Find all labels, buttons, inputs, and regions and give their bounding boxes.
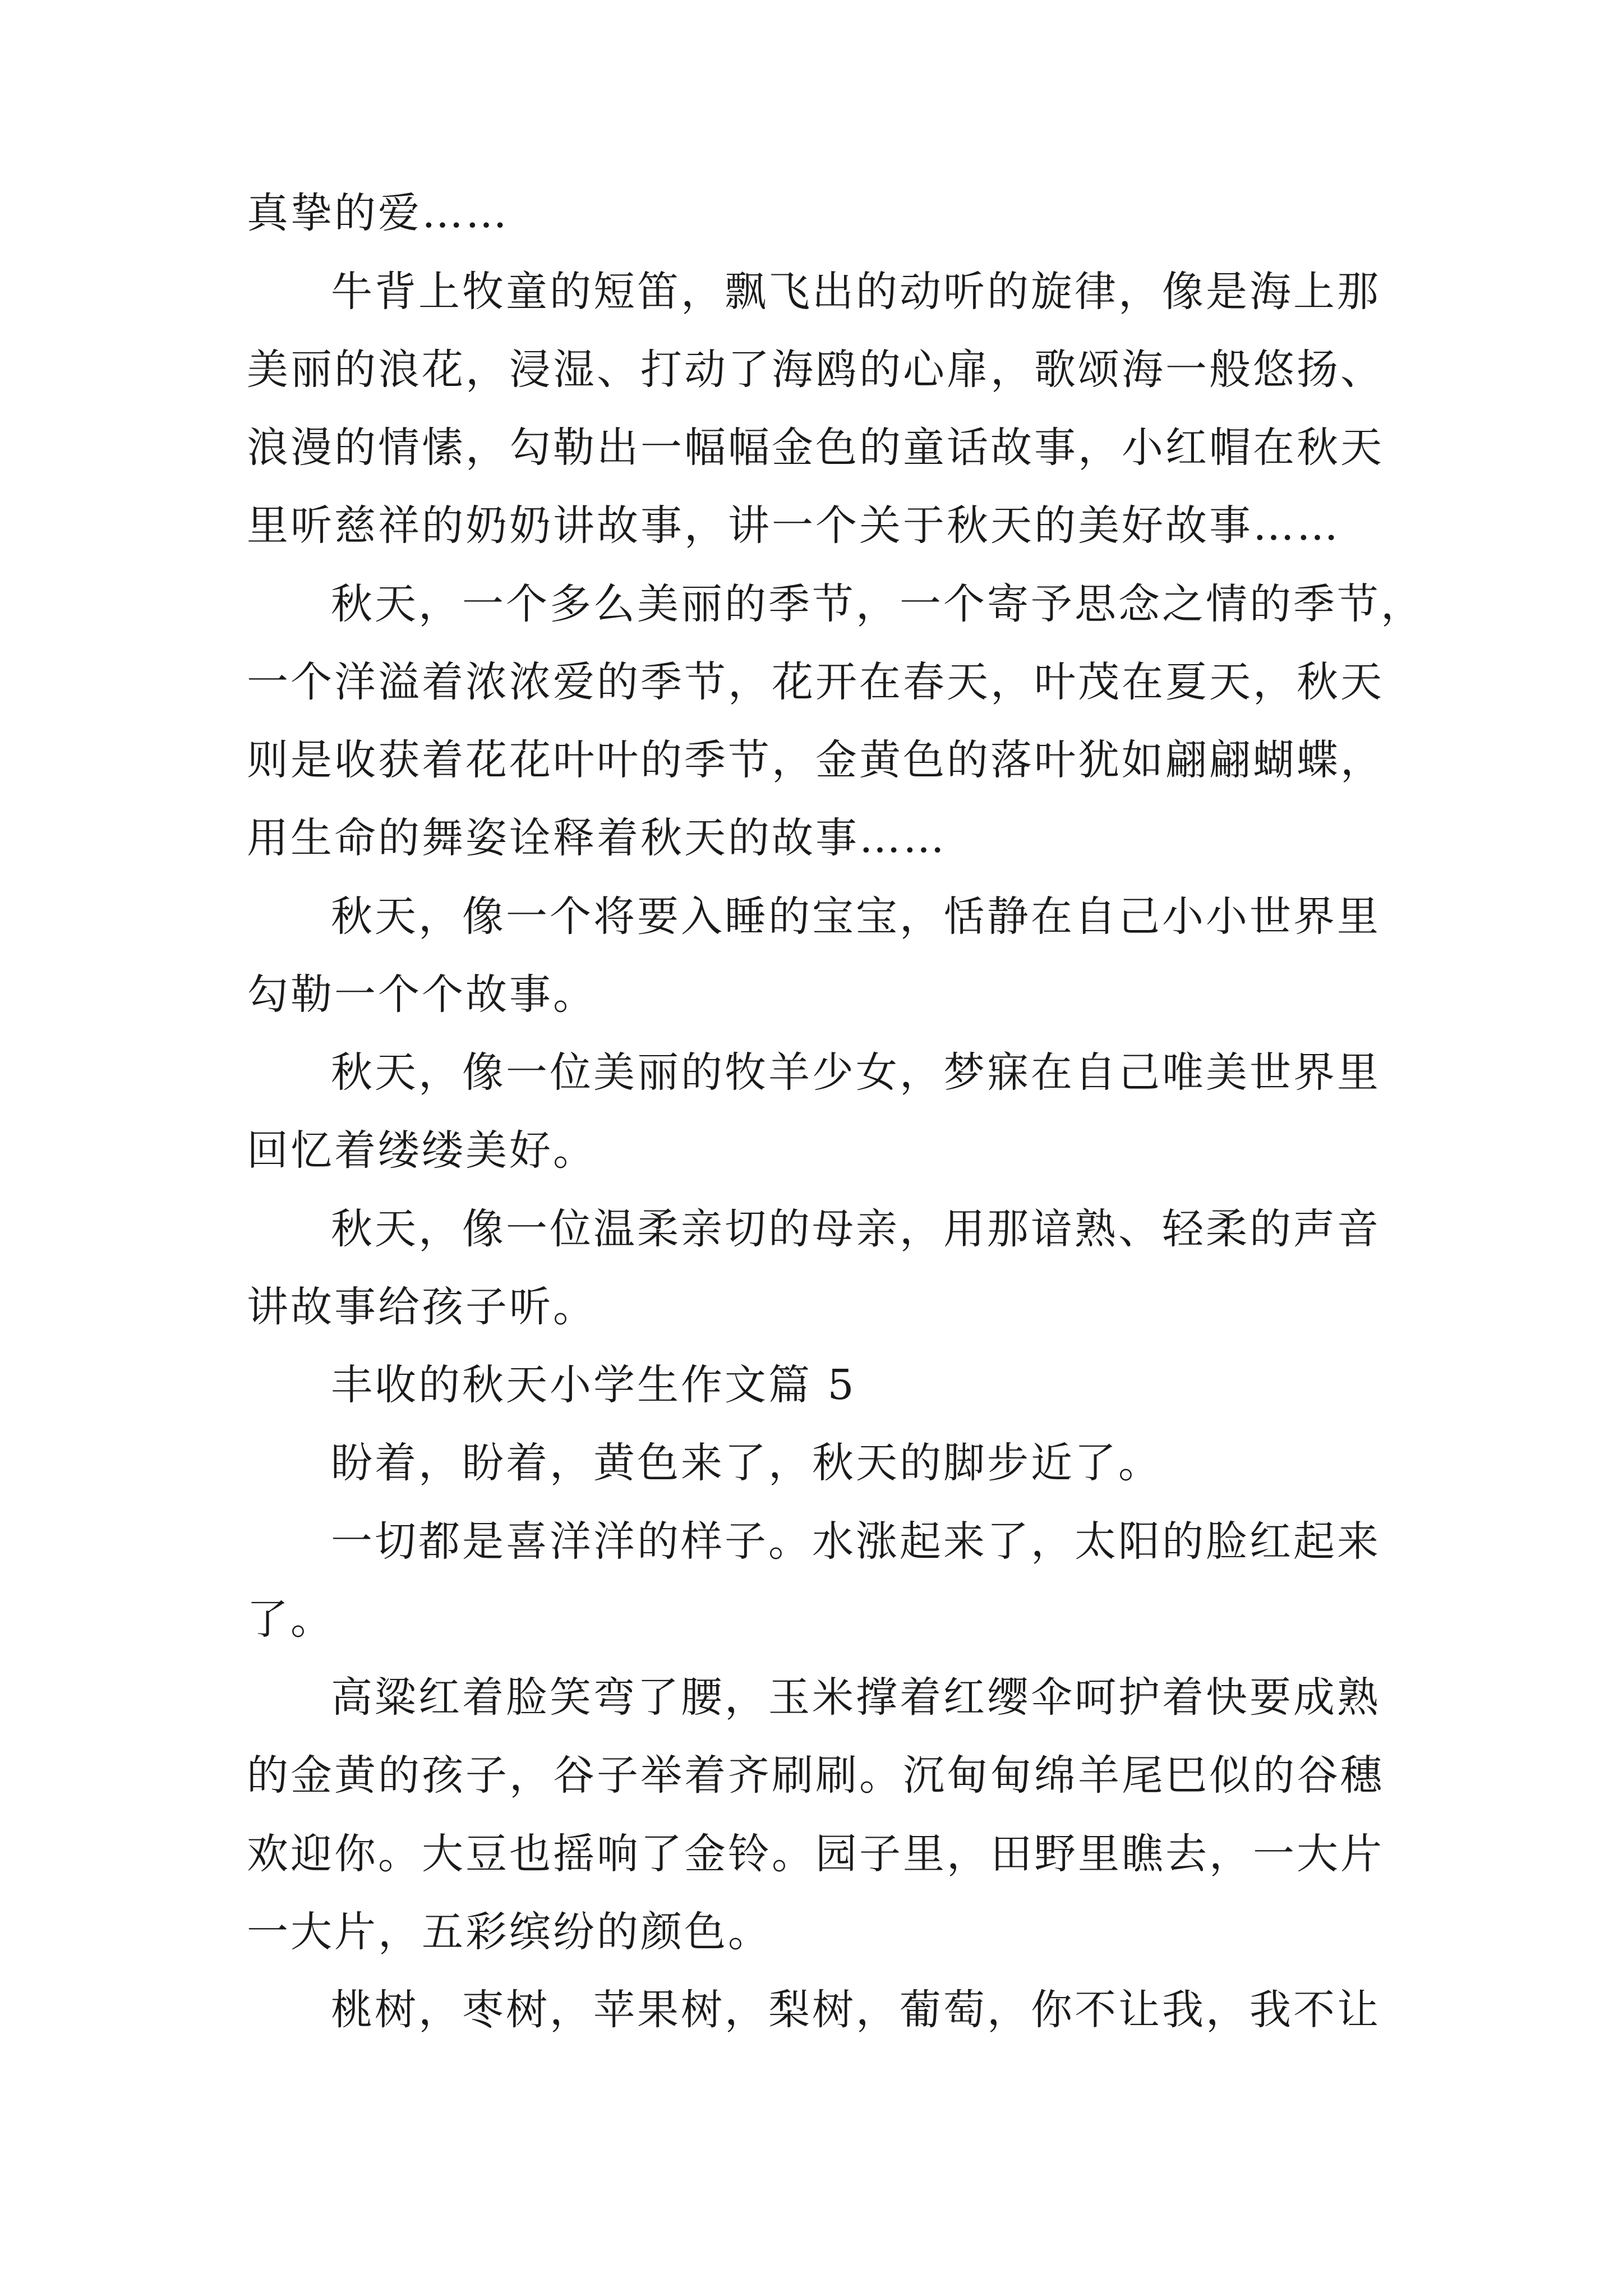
text-line: 桃树，枣树，苹果树，梨树，葡萄，你不让我，我不让 bbox=[331, 1986, 1381, 2034]
document-page bbox=[247, 185, 1424, 2148]
text-line: 一切都是喜洋洋的样子。水涨起来了，太阳的脸红起来 bbox=[331, 1517, 1381, 1566]
text-line: 回忆着缕缕美好。 bbox=[247, 1126, 597, 1175]
text-line: 的金黄的孩子，谷子举着齐刷刷。沉甸甸绵羊尾巴似的谷穗 bbox=[247, 1751, 1384, 1800]
text-line: 美丽的浪花，浸湿、打动了海鸥的心扉，歌颂海一般悠扬、 bbox=[247, 346, 1384, 394]
text-line: 一大片，五彩缤纷的颜色。 bbox=[247, 1908, 772, 1956]
text-line: 欢迎你。大豆也摇响了金铃。园子里，田野里瞧去，一大片 bbox=[247, 1830, 1384, 1878]
text-line: 里听慈祥的奶奶讲故事，讲一个关于秋天的美好故事…… bbox=[247, 501, 1340, 550]
text-line: 牛背上牧童的短笛，飘飞出的动听的旋律，像是海上那 bbox=[331, 268, 1381, 316]
text-line: 秋天，像一个将要入睡的宝宝，恬静在自己小小世界里 bbox=[331, 892, 1381, 941]
text-line: 了。 bbox=[247, 1595, 334, 1644]
text-line: 秋天，像一位温柔亲切的母亲，用那谙熟、轻柔的声音 bbox=[331, 1205, 1381, 1253]
text-line: 一个洋溢着浓浓爱的季节，花开在春天，叶茂在夏天，秋天 bbox=[247, 658, 1384, 706]
text-line: 浪漫的情愫，勾勒出一幅幅金色的童话故事，小红帽在秋天 bbox=[247, 424, 1384, 472]
text-line: 则是收获着花花叶叶的季节，金黄色的落叶犹如翩翩蝴蝶， bbox=[247, 736, 1384, 784]
text-line: 真挚的爱…… bbox=[247, 189, 509, 237]
text-line: 高粱红着脸笑弯了腰，玉米撑着红缨伞呵护着快要成熟 bbox=[331, 1673, 1381, 1722]
text-line: 盼着，盼着，黄色来了，秋天的脚步近了。 bbox=[331, 1439, 1162, 1487]
text-line: 秋天，像一位美丽的牧羊少女，梦寐在自己唯美世界里 bbox=[331, 1048, 1381, 1097]
text-line: 秋天，一个多么美丽的季节，一个寄予思念之情的季节， bbox=[331, 580, 1424, 628]
text-line: 用生命的舞姿诠释着秋天的故事…… bbox=[247, 814, 947, 862]
text-line: 勾勒一个个故事。 bbox=[247, 970, 597, 1019]
text-line: 讲故事给孩子听。 bbox=[247, 1283, 597, 1331]
section-heading: 丰收的秋天小学生作文篇 5 bbox=[331, 1361, 856, 1409]
